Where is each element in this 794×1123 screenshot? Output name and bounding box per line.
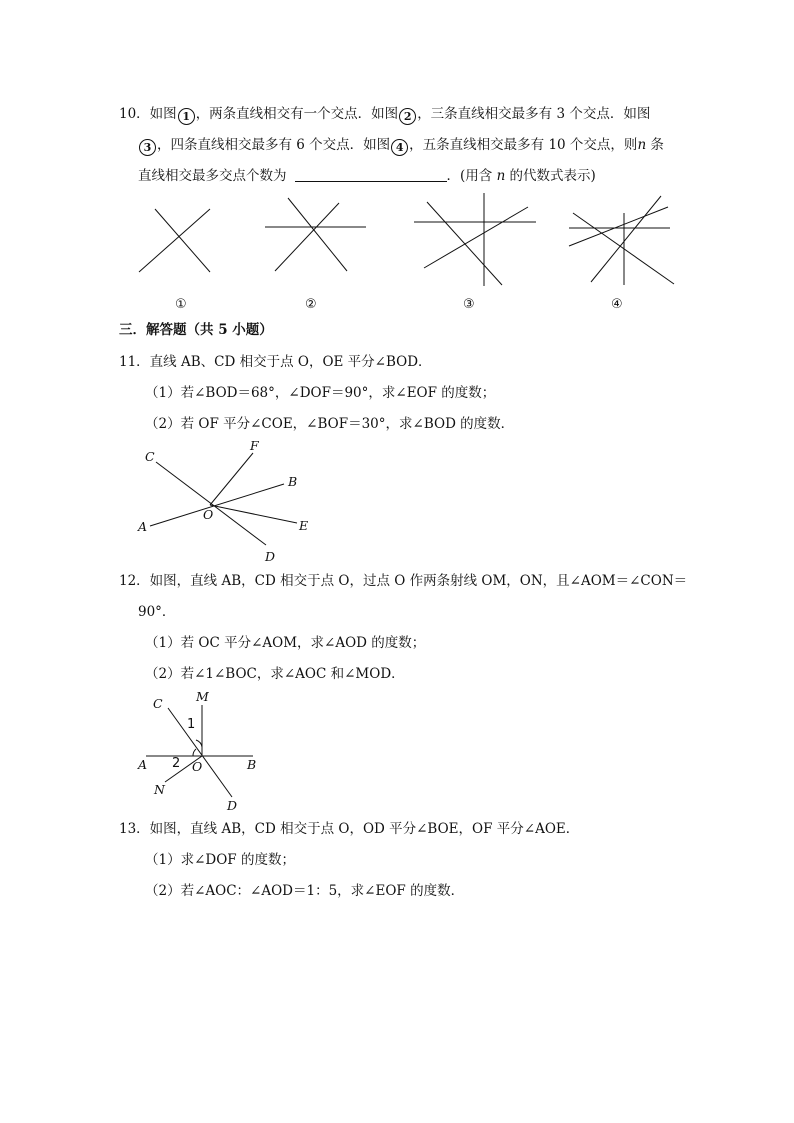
q12-part-1: （1）若 OC 平分∠AOM，求∠AOD 的度数； — [145, 635, 426, 651]
circled-number-4: 4 — [391, 139, 408, 156]
point-o-label: O — [192, 759, 203, 774]
variable-n: n — [637, 137, 647, 153]
angle-1-label: 1 — [187, 717, 196, 732]
figure-label-1: ① — [175, 297, 187, 312]
point-c-label: C — [145, 449, 155, 464]
q11-part-2: （2）若 OF 平分∠COE，∠BOF＝30°，求∠BOD 的度数． — [145, 416, 515, 432]
point-c-label: C — [153, 696, 163, 711]
q11-part-1: （1）若∠BOD＝68°，∠DOF＝90°，求∠EOF 的度数； — [145, 385, 496, 401]
line-cd — [168, 708, 232, 797]
q10-text: 的代数式表示) — [505, 168, 596, 184]
circled-number-2: 2 — [399, 108, 416, 125]
q12-part-2: （2）若∠1∠BOC，求∠AOC 和∠MOD． — [145, 666, 405, 682]
q10-text: 条 — [646, 137, 664, 153]
q10-text: ，三条直线相交最多有 3 个交点．如图 — [417, 106, 651, 122]
q10-text: 直线相交最多交点个数为 — [138, 168, 287, 184]
q10-text: ．(用含 — [446, 168, 497, 184]
point-d-label: D — [265, 549, 276, 564]
figure-label-2: ② — [305, 297, 317, 312]
point-m-label: M — [196, 689, 209, 704]
point-a-label: A — [138, 519, 148, 534]
q12-stem-1: 12．如图，直线 AB，CD 相交于点 O，过点 O 作两条射线 OM，ON，且∠AOM＝∠CON＝ — [119, 573, 688, 589]
q11-stem: 11．直线 AB、CD 相交于点 O，OE 平分∠BOD． — [119, 354, 432, 370]
point-b-label: B — [247, 757, 257, 772]
angle-1-arc — [196, 740, 202, 747]
q13-part-2: （2）若∠AOC：∠AOD＝1：5，求∠EOF 的度数． — [145, 883, 465, 899]
point-b-label: B — [288, 474, 298, 489]
q13-part-1: （1）求∠DOF 的度数； — [145, 852, 295, 868]
point-d-label: D — [227, 798, 238, 813]
figure-label-4: ④ — [611, 297, 623, 312]
q13-stem: 13．如图，直线 AB，CD 相交于点 O，OD 平分∠BOE，OF 平分∠AOE． — [119, 821, 580, 837]
angle-2-label: 2 — [172, 756, 181, 771]
point-n-label: N — [154, 782, 165, 797]
figure-label-3: ③ — [463, 297, 475, 312]
q12-stem-2: 90°． — [138, 604, 176, 620]
point-e-label: E — [299, 518, 309, 533]
point-a-label: A — [138, 757, 148, 772]
angle-2-arc — [193, 749, 196, 756]
q10-text: 10．如图 — [119, 106, 177, 122]
section-heading: 三．解答题（共 5 小题） — [119, 322, 273, 338]
q10-text: ，五条直线相交最多有 10 个交点，则 — [409, 137, 638, 153]
point-f-label: F — [250, 438, 259, 453]
circled-number-1: 1 — [178, 108, 195, 125]
q10-text: ，四条直线相交最多有 6 个交点．如图 — [157, 137, 391, 153]
q10-text: ，两条直线相交有一个交点．如图 — [195, 106, 399, 122]
point-o-label: O — [203, 507, 214, 522]
circled-number-3: 3 — [139, 139, 156, 156]
variable-n: n — [496, 168, 506, 184]
